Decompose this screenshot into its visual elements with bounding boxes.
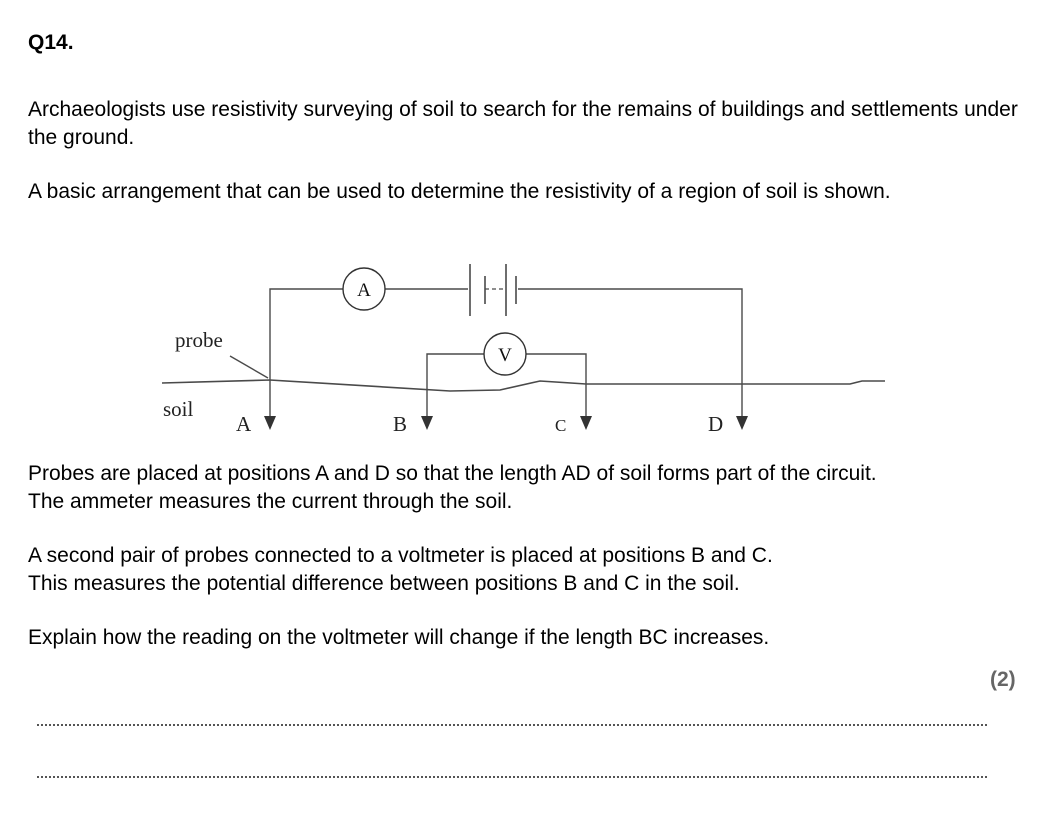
probe-a-arrow-icon xyxy=(264,416,276,430)
probe-d-arrow-icon xyxy=(736,416,748,430)
marks-label: (2) xyxy=(990,668,1016,691)
probe-c-arrow-icon xyxy=(580,416,592,430)
voltmeter-symbol: V xyxy=(498,345,512,366)
intro-paragraph-1: Archaeologists use resistivity surveying of soil to search for the remains of buildings and settlements under the ground. xyxy=(28,98,1018,149)
probe-pointer-line xyxy=(230,356,268,378)
question-number: Q14. xyxy=(28,31,74,54)
body-paragraph-2-line-1: A second pair of probes connected to a voltmeter is placed at positions B and C. xyxy=(28,544,773,567)
task-instruction: Explain how the reading on the voltmeter will change if the length BC increases. xyxy=(28,626,770,649)
ammeter-icon xyxy=(343,268,385,310)
label-position-d: D xyxy=(708,412,724,436)
probe-b-arrow-icon xyxy=(421,416,433,430)
answer-line-2[interactable] xyxy=(37,776,987,778)
intro-paragraph-2: A basic arrangement that can be used to determine the resistivity of a region of soil is shown. xyxy=(28,180,891,203)
label-position-a: A xyxy=(236,412,252,436)
label-position-c: C xyxy=(555,416,567,435)
wire-voltmeter-right xyxy=(526,354,586,420)
body-paragraph-1-line-1: Probes are placed at positions A and D so that the length AD of soil forms part of the circuit. xyxy=(28,462,877,485)
label-probe: probe xyxy=(175,328,223,352)
circuit-diagram xyxy=(150,250,890,440)
cell-icon xyxy=(470,264,516,316)
body-paragraph-1-line-2: The ammeter measures the current through the soil. xyxy=(28,490,513,513)
wire-top-left xyxy=(270,289,343,420)
voltmeter-icon xyxy=(484,333,526,375)
ammeter-symbol: A xyxy=(357,280,371,301)
answer-line-1[interactable] xyxy=(37,724,987,726)
label-soil: soil xyxy=(163,397,194,421)
body-paragraph-2-line-2: This measures the potential difference between positions B and C in the soil. xyxy=(28,572,740,595)
wire-voltmeter-left xyxy=(427,354,484,420)
label-position-b: B xyxy=(393,412,408,436)
